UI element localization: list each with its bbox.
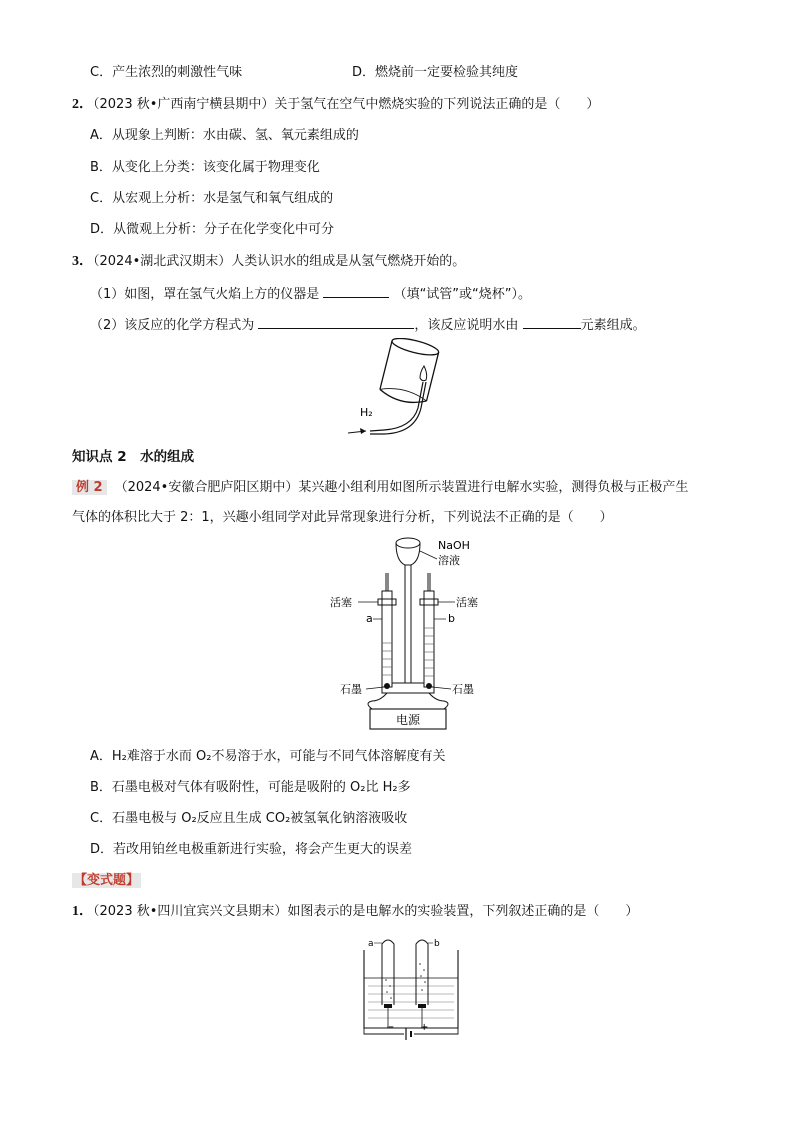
plus-label: + xyxy=(420,1022,429,1033)
tube-a-label: a xyxy=(366,612,373,625)
valve-left-icon xyxy=(378,599,396,605)
q2-source: （2023 秋•广西南宁横县期中） xyxy=(93,97,275,112)
q3-part2-text: （2）该反应的化学方程式为 xyxy=(90,318,255,333)
section-title: 知识点 2 水的组成 xyxy=(72,449,195,465)
q2-number: 2． xyxy=(72,97,93,112)
h2-label: H₂ xyxy=(360,406,373,419)
variant-tag xyxy=(72,872,141,890)
q2-option-d: D．从微观上分析：分子在化学变化中可分 xyxy=(90,222,335,237)
q3-part2 xyxy=(90,315,646,335)
example2-line1 xyxy=(72,479,688,497)
q2-option-b: B．从变化上分类：该变化属于物理变化 xyxy=(90,160,320,175)
flame-icon xyxy=(420,366,427,381)
naoh-label-1: NaOH xyxy=(438,539,470,552)
q2-stem: 关于氢气在空气中燃烧实验的下列说法正确的是（ ） xyxy=(274,97,600,112)
q2-option-c: C．从宏观上分析：水是氢气和氧气组成的 xyxy=(90,191,334,206)
variant-tube-b-label: b xyxy=(434,939,440,949)
q3-stem-line xyxy=(72,253,465,271)
minus-label: − xyxy=(386,1022,395,1033)
q3-element-blank[interactable] xyxy=(523,315,581,329)
example2-source: （2024•安徽合肥庐阳区期中） xyxy=(114,480,299,495)
q3-part1-text: （1）如图，罩在氢气火焰上方的仪器是 xyxy=(90,287,320,302)
valve-right-label: 活塞 xyxy=(456,596,478,609)
variant-q1-line xyxy=(72,903,638,921)
variant-electrolysis-figure xyxy=(356,930,466,1042)
graphite-left-label: 石墨 xyxy=(340,683,362,696)
q3-equation-blank[interactable] xyxy=(258,315,414,329)
example2-option-d: D．若改用铂丝电极重新进行实验，将会产生更大的误差 xyxy=(90,842,413,857)
example2-option-b: B．石墨电极对气体有吸附性，可能是吸附的 O₂比 H₂多 xyxy=(90,780,411,795)
q1-option-d: D．燃烧前一定要检验其纯度 xyxy=(352,65,519,80)
example-tag: 例 2 xyxy=(72,480,107,495)
example2-option-c: C．石墨电极与 O₂反应且生成 CO₂被氢氧化钠溶液吸收 xyxy=(90,811,408,826)
variant-tube-a-label: a xyxy=(368,939,374,949)
q3-stem: 人类认识水的组成是从氢气燃烧开始的。 xyxy=(231,254,466,269)
example2-stem-1: 某兴趣小组利用如图所示装置进行电解水实验，测得负极与正极产生 xyxy=(298,480,689,495)
q3-number: 3． xyxy=(72,254,93,269)
q1-option-c: C．产生浓烈的刺激性气味 xyxy=(90,65,243,80)
q2-option-a: A．从现象上判断：水由碳、氢、氧元素组成的 xyxy=(90,128,359,143)
q3-part1-blank[interactable] xyxy=(323,284,389,298)
q3-part2-end: 元素组成。 xyxy=(580,318,646,333)
variant-q1-stem: 如图表示的是电解水的实验装置，下列叙述正确的是（ ） xyxy=(287,904,639,919)
variant-q1-source: （2023 秋•四川宜宾兴文县期末） xyxy=(93,904,288,919)
power-label: 电源 xyxy=(395,713,421,727)
electrolysis-apparatus-figure xyxy=(320,533,490,733)
variant-tag-label: 【变式题】 xyxy=(74,873,140,888)
naoh-label-2: 溶液 xyxy=(438,554,460,567)
graphite-right-label: 石墨 xyxy=(452,683,474,696)
q3-source: （2024•湖北武汉期末） xyxy=(93,254,232,269)
q3-part1-hint: （填“试管”或“烧杯”）。 xyxy=(393,287,532,302)
example2-stem-2: 气体的体积比大于 2：1，兴趣小组同学对此异常现象进行分析，下列说法不正确的是（ ） xyxy=(72,510,613,525)
valve-left-label: 活塞 xyxy=(330,596,352,609)
example2-option-a: A．H₂难溶于水而 O₂不易溶于水，可能与不同气体溶解度有关 xyxy=(90,749,446,764)
tube-b-label: b xyxy=(448,612,455,625)
hydrogen-flame-figure xyxy=(340,338,450,438)
valve-right-icon xyxy=(420,599,438,605)
beaker-icon xyxy=(378,338,440,407)
variant-q1-number: 1． xyxy=(72,904,93,919)
q3-part1 xyxy=(90,284,531,304)
q3-part2-mid: ，该反应说明水由 xyxy=(414,318,519,333)
q2-stem-line xyxy=(72,96,599,114)
